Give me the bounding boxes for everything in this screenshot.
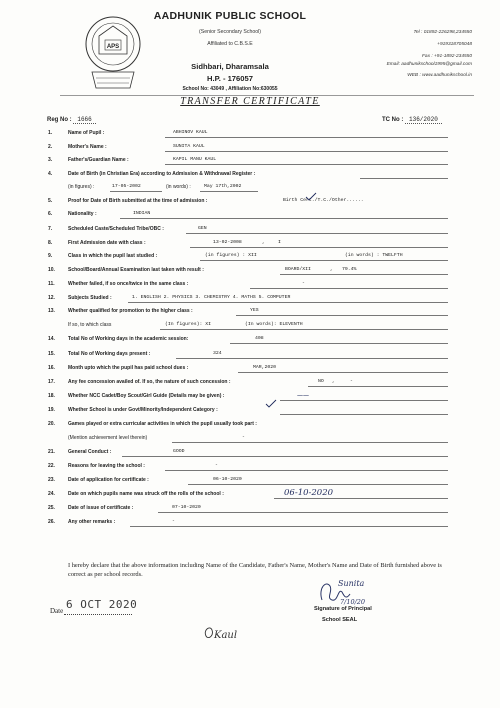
row-last-class	[0, 253, 500, 265]
row-leaving-reason	[0, 463, 500, 475]
field-line	[165, 151, 448, 152]
row-number: 8.	[48, 240, 53, 246]
school-city: Sidhbari, Dharamsala	[191, 62, 269, 71]
row-nationality	[0, 211, 500, 223]
ncc-value: ——	[297, 392, 309, 399]
tick-mark-icon	[304, 192, 318, 202]
row-number: 11.	[48, 281, 55, 287]
row-number: 10.	[48, 267, 55, 273]
row-number: 21.	[48, 449, 55, 455]
field-line	[274, 498, 448, 499]
row-label: First Admission date with class :	[68, 240, 146, 246]
leaving-reason-value: -	[215, 463, 218, 468]
row-number: 13.	[48, 308, 55, 314]
row-label: Date on which pupils name was struck off the rolls of the school :	[68, 491, 224, 497]
field-line	[238, 372, 448, 373]
row-issue-date	[0, 505, 500, 517]
row-label: Name of Pupil :	[68, 130, 105, 136]
field-line	[128, 302, 448, 303]
row-label: Date of Birth (in Christian Era) according to Admission & Withdrawal Register :	[68, 171, 256, 177]
certificate-title: TRANSFER CERTIFICATE	[180, 96, 320, 107]
date-underline	[64, 614, 132, 615]
row-label: Date of issue of certificate :	[68, 505, 134, 511]
tc-number	[382, 116, 442, 124]
promotion-class-words: (In words): ELEVENTH	[245, 322, 303, 327]
reg-label: Reg No :	[47, 117, 72, 123]
school-pin: H.P. - 176057	[207, 74, 253, 83]
row-father-name	[0, 157, 500, 169]
row-dues-paid	[0, 365, 500, 377]
tc-value: 136/2020	[405, 116, 442, 124]
conduct-value: GOOD	[173, 449, 185, 454]
separator: ,	[330, 267, 333, 272]
school-name: AADHUNIK PUBLIC SCHOOL	[153, 10, 307, 22]
separator: ,	[262, 240, 265, 245]
row-number: 14.	[48, 336, 55, 342]
row-number: 6.	[48, 211, 53, 217]
seal-label: School SEAL	[322, 617, 358, 623]
row-label: Games played or extra curricular activities in which the pupil usually took part :	[68, 421, 257, 427]
row-number: 24.	[48, 491, 55, 497]
row-subjects	[0, 295, 500, 307]
working-days-value: 408	[255, 336, 264, 341]
row-promotion	[0, 308, 500, 320]
row-conduct	[0, 449, 500, 461]
reg-value: 1666	[73, 116, 95, 124]
principal-signature	[308, 574, 378, 608]
row-category	[0, 226, 500, 238]
row-label: Subjects Studied :	[68, 295, 112, 301]
promotion-value: YES	[250, 308, 259, 313]
row-label: Month upto which the pupil has paid school dues :	[68, 365, 189, 371]
pupil-signature	[200, 622, 248, 644]
row-label: Any fee concession availed of. If so, the nature of such concession :	[68, 379, 231, 385]
field-line	[360, 178, 448, 179]
dob-proof-value: Birth Cert./T.C./Other......	[283, 198, 364, 203]
games-value: -	[242, 435, 245, 440]
row-games	[0, 421, 500, 433]
mother-name-value: SUNITA KAUL	[173, 144, 205, 149]
field-line	[200, 191, 258, 192]
promotion-class-label: If so, to which class	[68, 322, 112, 328]
field-line	[190, 247, 448, 248]
row-number: 26.	[48, 519, 55, 525]
field-line	[130, 526, 448, 527]
field-line	[158, 512, 448, 513]
field-line	[186, 233, 448, 234]
row-mother-name	[0, 144, 500, 156]
dob-figures-value: 17-05-2002	[112, 184, 141, 189]
field-line	[308, 386, 448, 387]
affiliation: Affiliated to C.B.S.E	[207, 41, 253, 47]
declaration-text: I hereby declare that the above information including Name of the Candidate, Father's Name, Mother's Name and Date of Birth furnished above is correct as per school records.	[68, 562, 442, 578]
field-line	[200, 260, 448, 261]
row-label: Whether qualified for promotion to the higher class :	[68, 308, 193, 314]
category-value: GEN	[198, 226, 207, 231]
field-line	[176, 358, 448, 359]
row-label: Whether NCC Cadet/Boy Scout/Girl Guide (Details may be given) :	[68, 393, 225, 399]
school-logo-icon	[84, 14, 142, 96]
result-value: 79.4%	[342, 267, 357, 272]
field-line	[172, 442, 448, 443]
father-name-value: KAPIL MANU KAUL	[173, 157, 217, 162]
field-line	[280, 400, 448, 401]
row-working-days	[0, 336, 500, 348]
row-struck-off-date	[0, 488, 500, 503]
row-last-exam	[0, 267, 500, 279]
signature-label: Signature of Principal	[314, 606, 372, 612]
field-line	[160, 329, 448, 330]
row-ncc	[0, 393, 500, 405]
row-promotion-class	[0, 322, 500, 334]
row-number: 12.	[48, 295, 55, 301]
row-days-present	[0, 351, 500, 363]
row-number: 9.	[48, 253, 53, 259]
row-number: 5.	[48, 198, 53, 204]
row-label: Total No of Working days in the academic session:	[68, 336, 189, 342]
row-label: Nationality :	[68, 211, 97, 217]
row-games-achievement	[0, 435, 500, 447]
row-label: Proof for Date of Birth submitted at the time of admission :	[68, 198, 208, 204]
row-fee-concession	[0, 379, 500, 391]
field-line	[188, 484, 448, 485]
row-number: 15.	[48, 351, 55, 357]
field-line	[122, 456, 448, 457]
row-dob-proof	[0, 198, 500, 210]
row-number: 3.	[48, 157, 53, 163]
svg-text:Kaul: Kaul	[214, 630, 238, 641]
field-line	[230, 343, 448, 344]
row-number: 17.	[48, 379, 55, 385]
row-label: Whether failed, if so once/twice in the same class :	[68, 281, 189, 287]
row-application-date	[0, 477, 500, 489]
contact-web: WEB : www.aadhunikschool.in	[407, 73, 472, 78]
promotion-class-figures: (In figures): XI	[165, 322, 212, 327]
row-label: Total No of Working days present :	[68, 351, 151, 357]
subjects-value: 1. ENGLISH 2. PHYSICS 3. CHEMISTRY 4. MATHS 5. COMPUTER	[132, 295, 291, 300]
struck-off-date-value: 06-10-2020	[284, 488, 334, 498]
concession-value: NO	[318, 379, 324, 384]
dob-words-value: May 17th,2002	[204, 184, 242, 189]
row-number: 23.	[48, 477, 55, 483]
last-class-words: (in words) : TWELFTH	[345, 253, 403, 258]
concession-nature-value: -	[350, 379, 353, 384]
admission-date-value: 13-02-2008	[213, 240, 242, 245]
dob-words-label: (in words) :	[166, 184, 191, 190]
row-first-admission	[0, 240, 500, 252]
school-number: School No: 43049 , Affiliation No:630055	[182, 86, 278, 92]
tc-label: TC No :	[382, 117, 404, 123]
tick-mark-icon	[264, 399, 278, 409]
date-stamp: 6 OCT 2020	[66, 598, 138, 611]
school-level: (Senior Secondary School)	[199, 29, 261, 35]
row-date-of-birth-values	[0, 184, 500, 196]
row-label: School/Board/Annual Examination last taken with result :	[68, 267, 204, 273]
contact-email: Email: aadhunikschool1995@gmail.com	[386, 62, 472, 67]
row-school-category	[0, 407, 500, 419]
separator: ,	[332, 379, 335, 384]
row-label: Scheduled Caste/Scheduled Tribe/OBC :	[68, 226, 164, 232]
row-label: Father's/Guardian Name :	[68, 157, 129, 163]
last-exam-value: BOARD/XII	[285, 267, 311, 272]
row-number: 18.	[48, 393, 55, 399]
application-date-value: 06-10-2020	[213, 477, 242, 482]
field-line	[110, 191, 162, 192]
row-label: General Conduct :	[68, 449, 112, 455]
issue-date-value: 07-10-2020	[172, 505, 201, 510]
row-failed	[0, 281, 500, 293]
last-class-figures: (in figures) : XII	[205, 253, 257, 258]
admission-class-value: I	[278, 240, 281, 245]
row-number: 1.	[48, 130, 53, 136]
row-number: 16.	[48, 365, 55, 371]
row-label: Whether School is under Govt/Minority/Independent Category :	[68, 407, 218, 413]
field-line	[165, 164, 448, 165]
pupil-name-value: ABHINOV KAUL	[173, 130, 208, 135]
field-line	[250, 288, 448, 289]
field-line	[280, 414, 448, 415]
svg-text:7/10/20: 7/10/20	[340, 598, 366, 606]
row-label: Reasons for leaving the school :	[68, 463, 145, 469]
field-line	[280, 274, 448, 275]
contact-mobile: +919318705048	[437, 42, 472, 47]
row-number: 2.	[48, 144, 53, 150]
row-number: 22.	[48, 463, 55, 469]
row-label: Date of application for certificate :	[68, 477, 149, 483]
nationality-value: INDIAN	[133, 211, 151, 216]
remarks-value: -	[172, 519, 175, 524]
contact-tel: Tel : 01892-226298,234550	[413, 30, 472, 35]
field-line	[165, 137, 448, 138]
row-label: Class in which the pupil last studied :	[68, 253, 158, 259]
date-label: Date	[50, 607, 64, 615]
failed-value: -	[302, 281, 305, 286]
svg-text:APS: APS	[106, 44, 120, 50]
dues-paid-value: MAR,2020	[253, 365, 277, 370]
row-date-of-birth	[0, 171, 500, 183]
row-pupil-name	[0, 130, 500, 142]
games-achievement-label: (Mention achievement level therein)	[68, 435, 148, 441]
row-remarks	[0, 519, 500, 531]
field-line	[236, 315, 448, 316]
contact-fax: Fax : +91-1892-234550	[421, 54, 472, 59]
row-number: 25.	[48, 505, 55, 511]
field-line	[165, 470, 448, 471]
row-number: 4.	[48, 171, 53, 177]
row-number: 7.	[48, 226, 53, 232]
days-present-value: 324	[213, 351, 222, 356]
row-number: 19.	[48, 407, 55, 413]
row-label: Any other remarks :	[68, 519, 116, 525]
field-line	[120, 218, 448, 219]
row-label: Mother's Name :	[68, 144, 107, 150]
dob-figures-label: (in figures) :	[68, 184, 95, 190]
svg-text:Sunita: Sunita	[338, 579, 365, 588]
reg-number	[47, 116, 96, 124]
row-number: 20.	[48, 421, 55, 427]
